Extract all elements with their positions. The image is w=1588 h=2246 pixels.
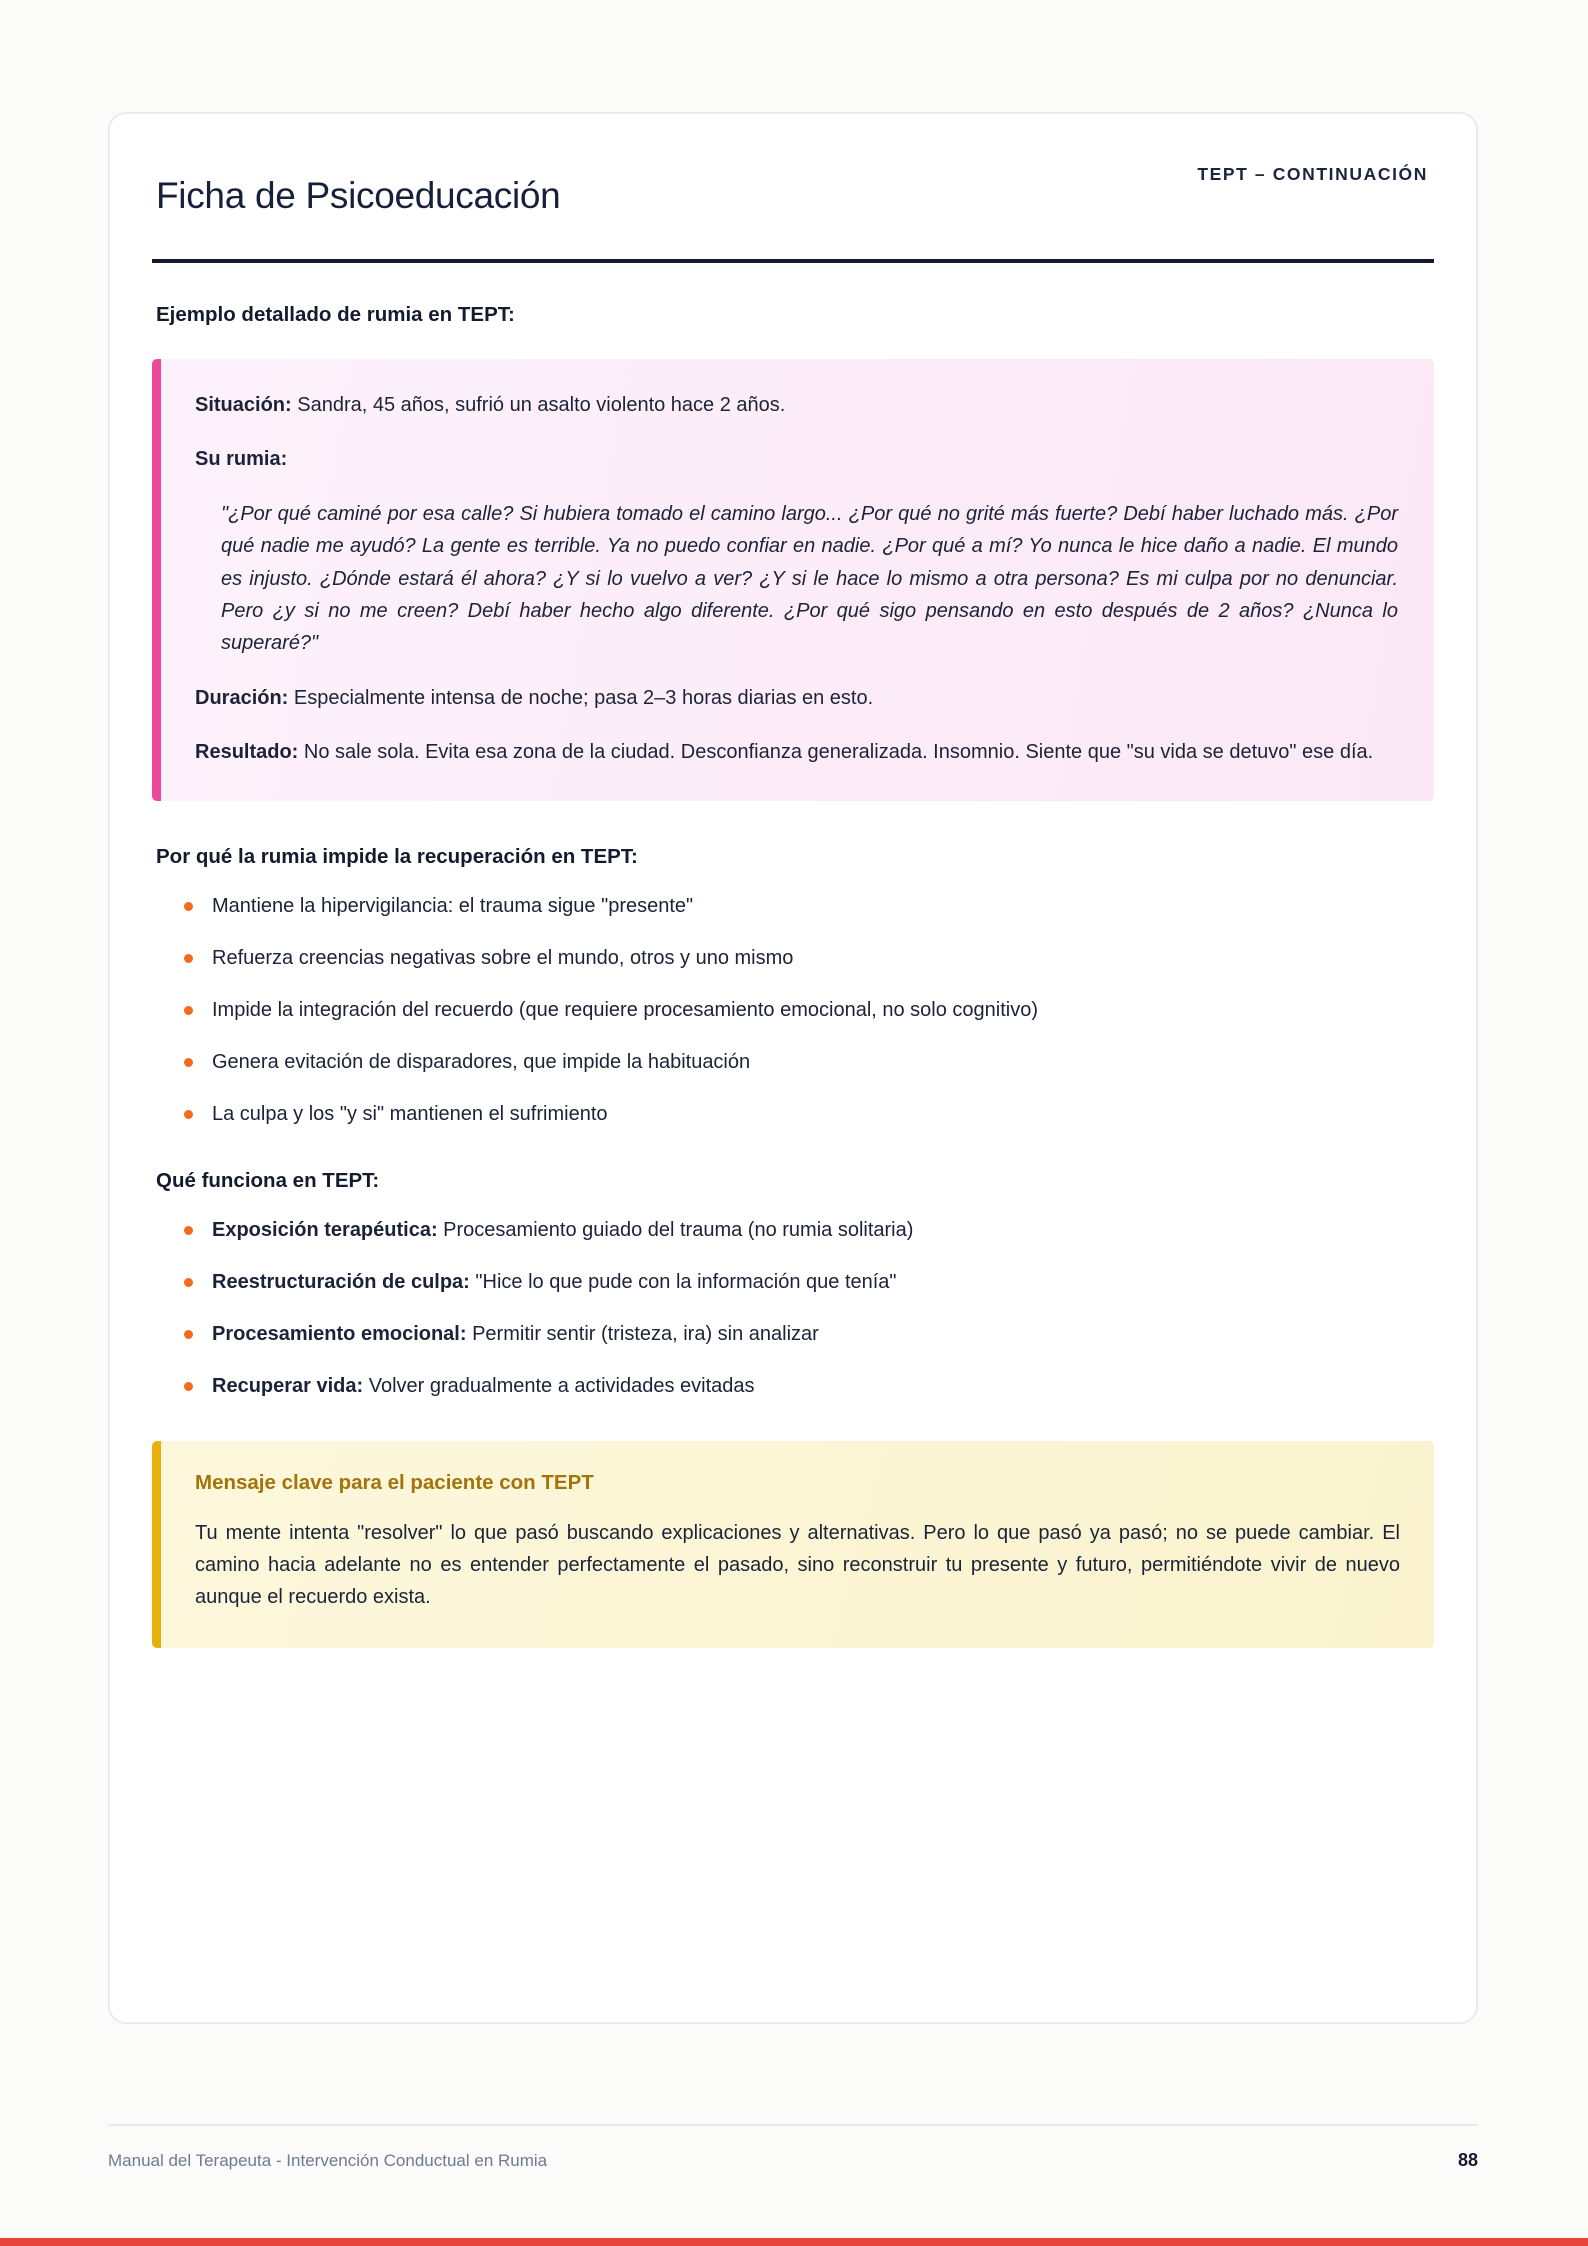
result-label: Resultado: [195,741,299,764]
key-message-title: Mensaje clave para el paciente con TEPT [195,1470,594,1494]
bullet-text: Procesamiento guiado del trauma (no rumia solitaria) [437,1218,914,1241]
situation-text: Sandra, 45 años, sufrió un asalto violento hace 2 años. [291,394,786,416]
list-item [182,995,1434,1025]
duration-text: Especialmente intensa de noche; pasa 2–3 horas diarias en esto. [288,686,874,709]
list-item [182,943,1434,973]
title-divider [152,259,1434,263]
works-bullet-list [152,1215,1434,1401]
rumination-line [195,443,1400,475]
page-title: Ficha de Psicoeducación [156,175,561,216]
key-message-body: Tu mente intenta "resolver" lo que pasó buscando explicaciones y alternativas. Pero lo que pasó ya pasó; no se puede cambiar. El camino hacia adelante no es entender perfectamente el pasado, sino reconstruir tu presente y futuro, permitiéndote vivir de nuevo aunque el recuerdo exista. [195,1521,1400,1609]
rumination-quote: "¿Por qué caminé por esa calle? Si hubiera tomado el camino largo... ¿Por qué no grité más fuerte? Debí haber luchado más. ¿Por qué nadie me ayudó? La gente es terrible. Ya no puedo confiar en nadie. ¿Por qué a mí? Yo nunca le hice daño a nadie. El mundo es injusto. ¿Dónde estará él ahora? ¿Y si lo vuelvo a ver? ¿Y si le hace lo mismo a otra persona? Es mi culpa por no denunciar. Pero ¿y si no me creen? Debí haber hecho algo diferente. ¿Por qué sigo pensando en esto después de 2 años? ¿Nunca lo superaré?" [221,502,1398,655]
bullet-text: "Hice lo que pude con la información que tenía" [469,1270,897,1293]
list-item [182,891,1434,921]
situation-line [195,389,1400,421]
bullet-text: La culpa y los "y si" mantienen el sufrimiento [212,1102,608,1125]
bullet-text: Genera evitación de disparadores, que impide la habituación [212,1050,751,1073]
rumination-label: Su rumia: [195,448,288,471]
card-inner [152,140,1434,1648]
bullet-lead: Recuperar vida: [212,1374,364,1397]
case-example-callout [152,359,1434,801]
list-item [182,1371,1434,1401]
footer-divider [108,2124,1478,2126]
bullet-text: Mantiene la hipervigilancia: el trauma sigue "presente" [212,894,694,917]
bullet-text: Volver gradualmente a actividades evitadas [363,1374,755,1397]
result-line [195,736,1400,768]
heading-why: Por qué la rumia impide la recuperación en TEPT: [156,844,638,868]
content-card [108,112,1478,2024]
heading-works: Qué funciona en TEPT: [156,1168,380,1192]
page-number: 88 [1457,2150,1478,2170]
heading-example: Ejemplo detallado de rumia en TEPT: [156,303,515,326]
list-item [182,1319,1434,1349]
list-item [182,1215,1434,1245]
duration-line [195,682,1400,714]
duration-label: Duración: [195,686,289,709]
footer-title: Manual del Terapeuta - Intervención Conductual en Rumia [108,2150,548,2170]
result-text: No sale sola. Evita esa zona de la ciudad. Desconfianza generalizada. Insomnio. Siente que "su vida se detuvo" ese día. [298,741,1374,764]
page-footer [108,2150,1478,2171]
list-item [182,1047,1434,1077]
section-eyebrow: TEPT – CONTINUACIÓN [1197,164,1428,184]
bullet-text: Permitir sentir (tristeza, ira) sin analizar [466,1322,819,1345]
situation-label: Situación: [195,394,292,416]
list-item [182,1267,1434,1297]
key-message-callout [152,1441,1434,1648]
list-item [182,1099,1434,1129]
bullet-lead: Reestructuración de culpa: [212,1270,470,1293]
bullet-text: Refuerza creencias negativas sobre el mundo, otros y uno mismo [212,946,794,969]
bullet-text: Impide la integración del recuerdo (que requiere procesamiento emocional, no solo cognitivo) [212,998,1039,1021]
bullet-lead: Exposición terapéutica: [212,1218,438,1241]
why-bullet-list [152,891,1434,1129]
bullet-lead: Procesamiento emocional: [212,1322,467,1345]
bottom-accent-bar [0,2238,1588,2246]
